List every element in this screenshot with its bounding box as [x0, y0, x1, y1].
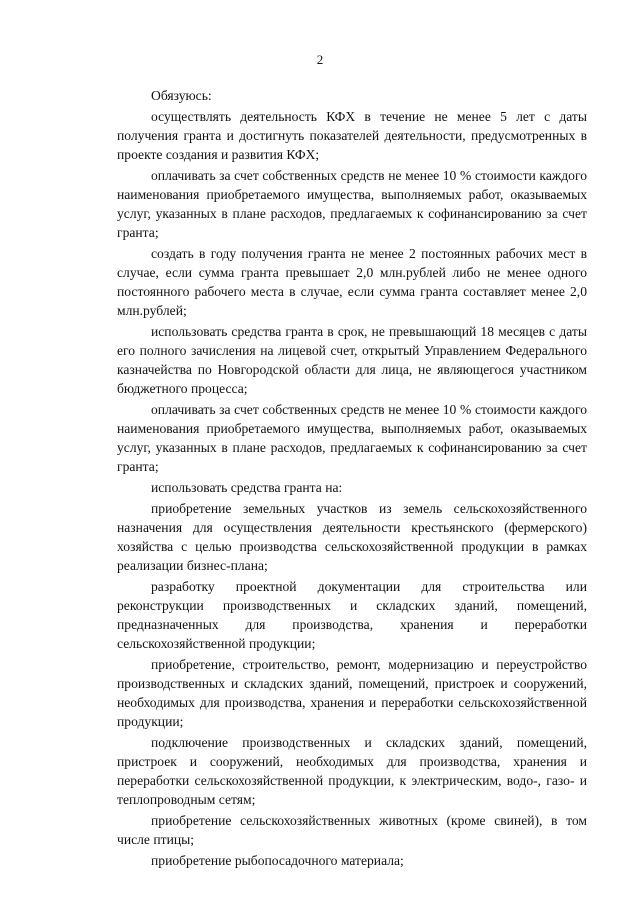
grant-use-item: приобретение сельскохозяйственных животных (кроме свиней), в том числе птицы;	[117, 813, 587, 847]
grant-use-item: приобретение, строительство, ремонт, модернизацию и переустройство производственных и складских зданий, помещений, пристроек и сооружений, необходимых для производства, хранения и переработки сельскохозяйственной продукции;	[117, 657, 587, 729]
grant-use-item: приобретение рыбопосадочного материала;	[151, 853, 404, 868]
grant-use-item: разработку проектной документации для строительства или реконструкции производственных и складских зданий, помещений, предназначенных для производства, хранения и переработки сельскохозяйственной продукции;	[117, 579, 587, 651]
obligation-paragraph: оплачивать за счет собственных средств не менее 10 % стоимости каждого наименования приобретаемого имущества, выполняемых работ, оказываемых услуг, указанных в плане расходов, предлагаемых к софинансированию за счет гранта;	[117, 402, 587, 474]
grant-use-item: подключение производственных и складских зданий, помещений, пристроек и сооружений, необходимых для производства, хранения и переработки сельскохозяйственной продукции, к электрическим, водо-, газо- и теплопроводным сетям;	[117, 735, 587, 807]
obligation-paragraph: осуществлять деятельность КФХ в течение не менее 5 лет с даты получения гранта и достигнуть показателей деятельности, предусмотренных в проекте создания и развития КФХ;	[117, 109, 587, 162]
grant-use-heading: использовать средства гранта на:	[151, 480, 343, 495]
page-number: 2	[316, 52, 324, 67]
intro-line: Обязуюсь:	[151, 88, 212, 103]
obligation-paragraph: использовать средства гранта в срок, не превышающий 18 месяцев с даты его полного зачисления на лицевой счет, открытый Управлением Федерального казначейства по Новгородской области для лица, не являющегося участником бюджетного процесса;	[117, 324, 587, 396]
obligation-paragraph: создать в году получения гранта не менее 2 постоянных рабочих мест в случае, если сумма гранта превышает 2,0 млн.рублей либо не менее одного постоянного рабочего места в случае, если сумма гранта составляет менее 2,0 млн.рублей;	[117, 246, 587, 318]
document-body	[117, 86, 587, 872]
grant-use-item: приобретение земельных участков из земель сельскохозяйственного назначения для осуществления деятельности крестьянского (фермерского) хозяйства с целью производства сельскохозяйственной продукции в рамках реализации бизнес-плана;	[117, 501, 587, 573]
obligation-paragraph: оплачивать за счет собственных средств не менее 10 % стоимости каждого наименования приобретаемого имущества, выполняемых работ, оказываемых услуг, указанных в плане расходов, предлагаемых к софинансированию за счет гранта;	[117, 168, 587, 240]
